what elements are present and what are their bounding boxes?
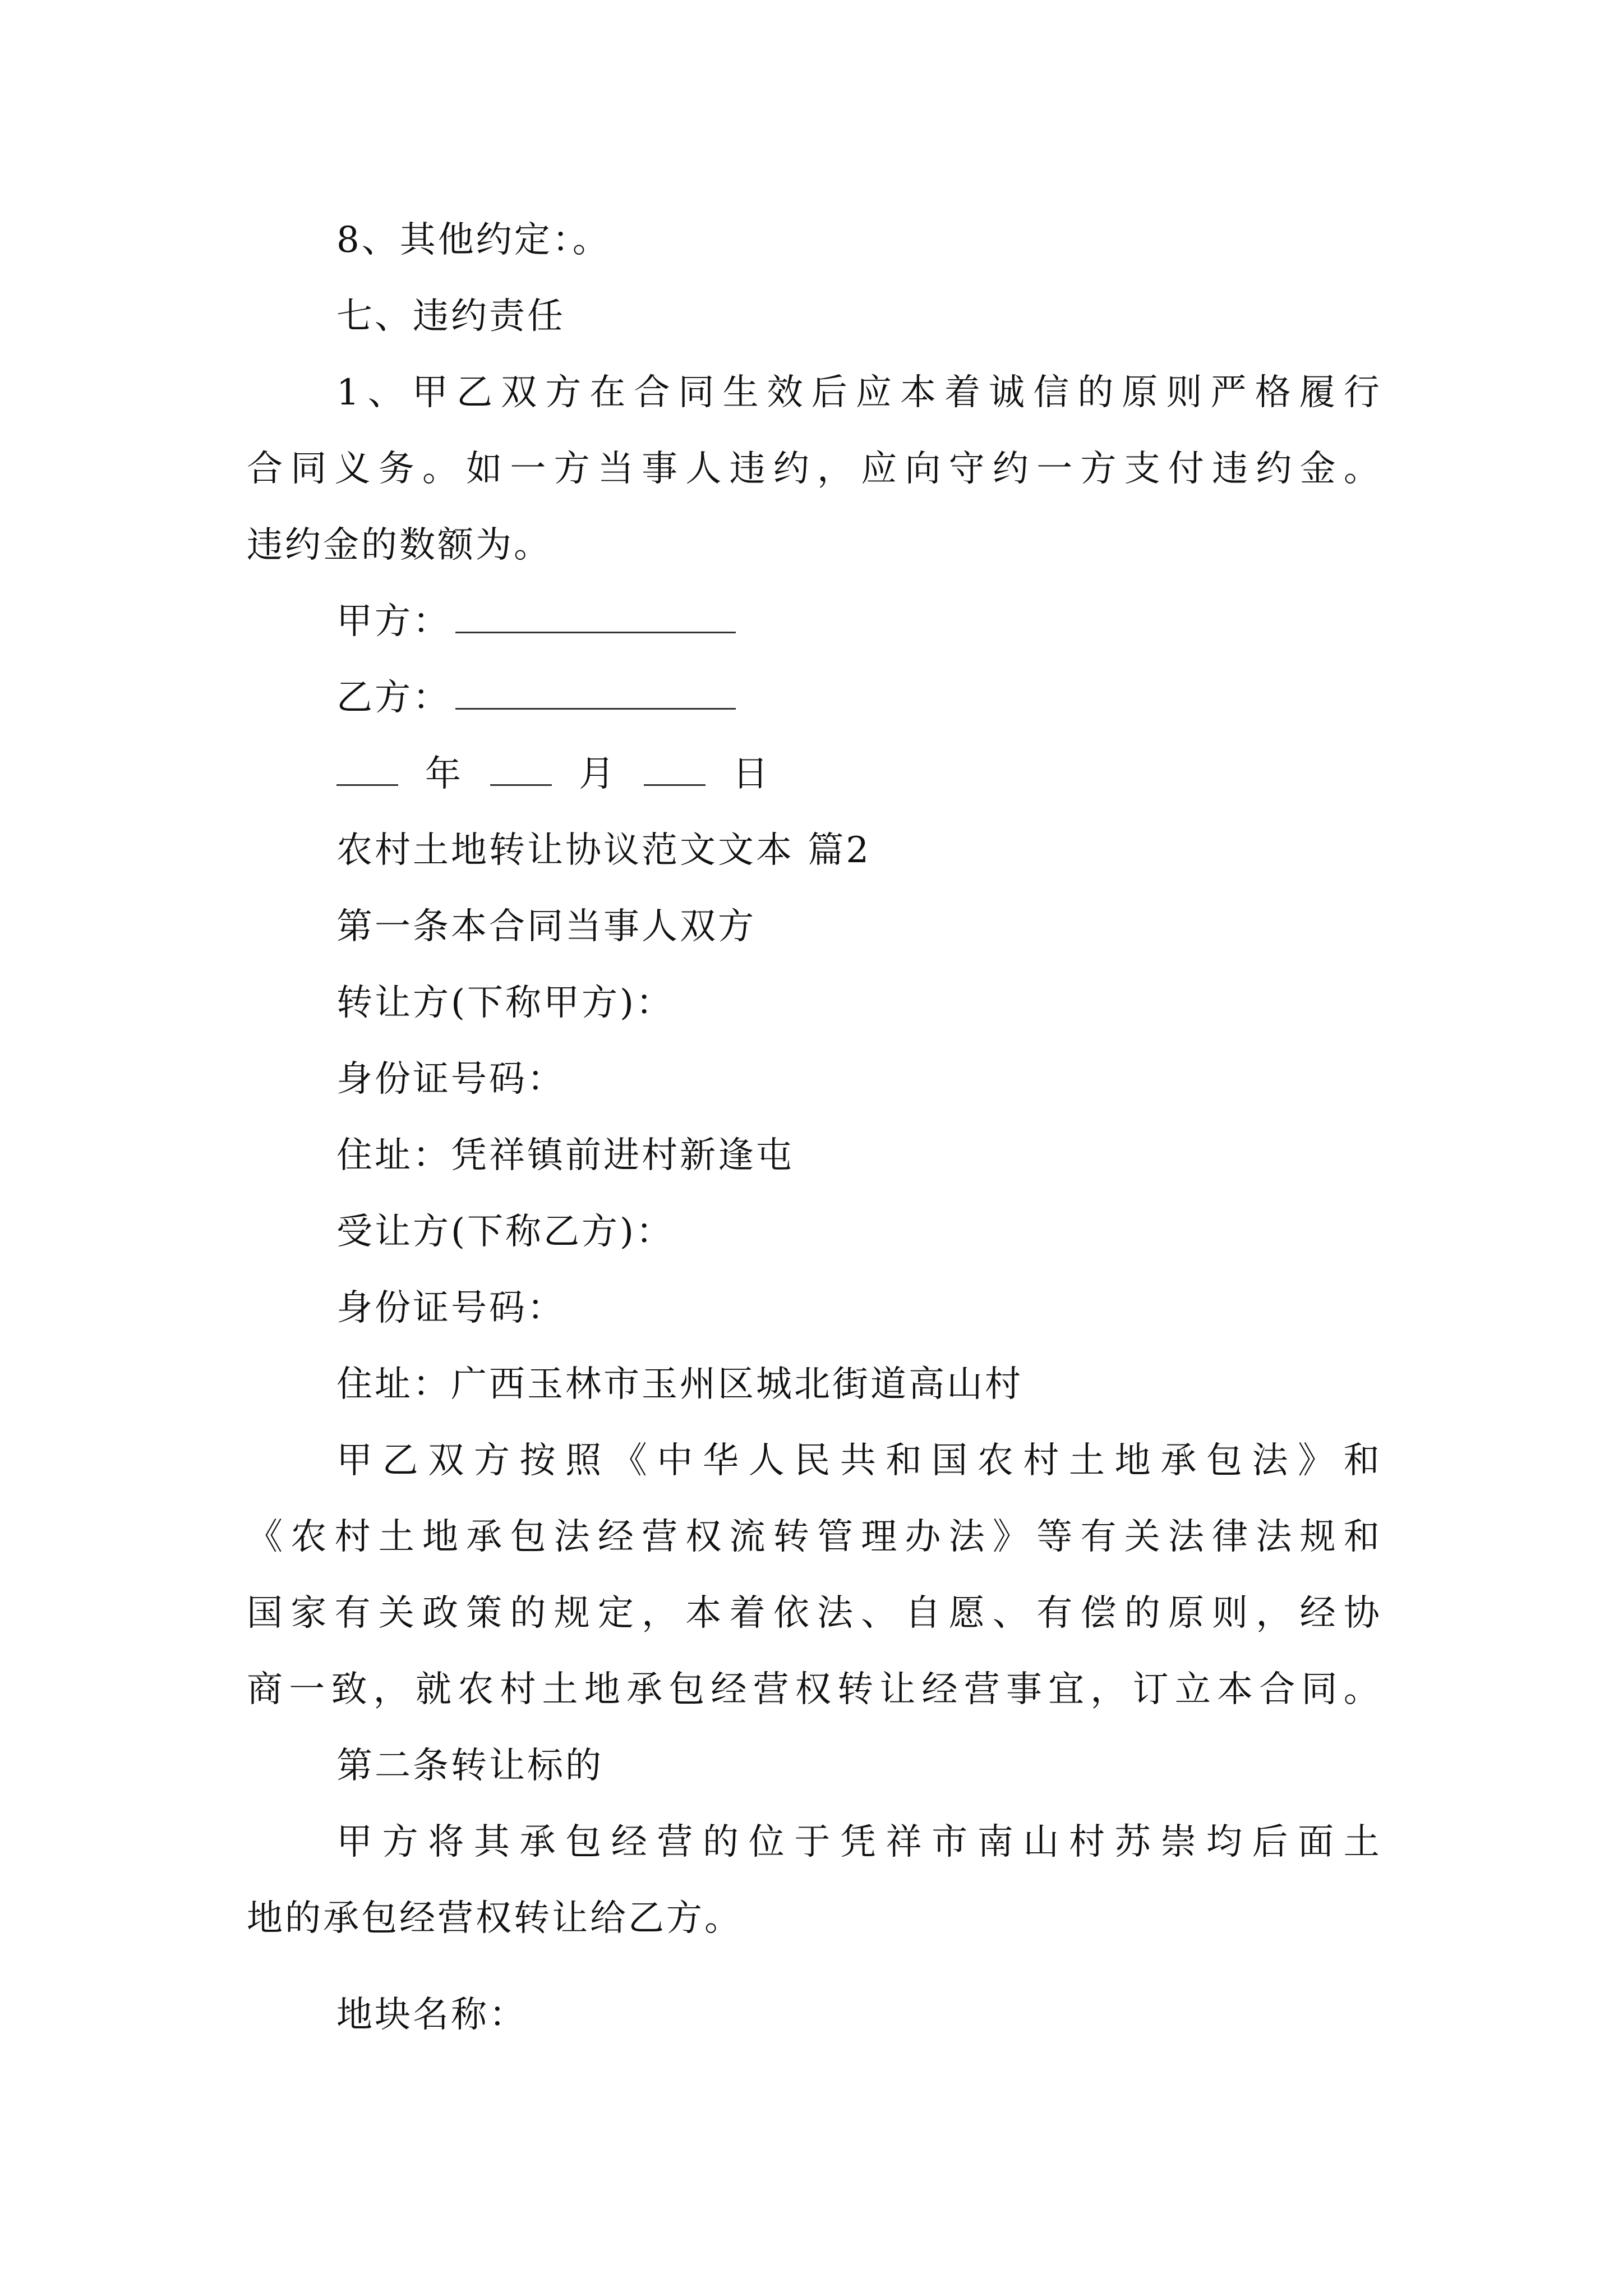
paragraph-line: 国 家 有 关 政 策 的 规 定 ， 本 着 依 法 、 自 愿 、 有 偿 的 原 则 ， 经 协 bbox=[247, 1593, 1380, 1634]
transferor-address: 住址：凭祥镇前进村新逢屯 bbox=[336, 1135, 794, 1176]
month-label: 月 bbox=[579, 753, 617, 795]
transferee-address: 住址：广西玉林市玉州区城北街道高山村 bbox=[336, 1364, 1023, 1405]
party-a-blank bbox=[455, 605, 736, 633]
paragraph-line: 违约金的数额为。 bbox=[247, 524, 552, 566]
paragraph-line: 甲 乙 双 方 按 照 《 中 华 人 民 共 和 国 农 村 土 地 承 包 法 》 和 bbox=[336, 1440, 1380, 1481]
paragraph-line: 商 一 致 ， 就 农 村 土 地 承 包 经 营 权 转 让 经 营 事 宜 ， 订 立 本 合 同 。 bbox=[247, 1669, 1380, 1710]
id-number-label: 身份证号码： bbox=[336, 1059, 565, 1100]
date-line bbox=[336, 753, 771, 795]
month-blank bbox=[490, 757, 552, 786]
paragraph-line: 甲 方 将 其 承 包 经 营 的 位 于 凭 祥 市 南 山 村 苏 崇 均 后 面 土 bbox=[336, 1821, 1380, 1863]
party-b-label: 乙方： bbox=[336, 677, 451, 719]
transferee-label: 受让方(下称乙方)： bbox=[336, 1211, 674, 1253]
party-a-label: 甲方： bbox=[336, 601, 451, 642]
day-label: 日 bbox=[732, 753, 771, 795]
party-a-signature-line bbox=[336, 601, 736, 642]
year-label: 年 bbox=[425, 753, 463, 795]
day-blank bbox=[644, 757, 706, 786]
transferor-label: 转让方(下称甲方)： bbox=[336, 982, 674, 1024]
clause-8-other: 8、其他约定：。 bbox=[336, 219, 611, 261]
article-1-heading: 第一条本合同当事人双方 bbox=[336, 906, 756, 947]
paragraph-line: 《 农 村 土 地 承 包 法 经 营 权 流 转 管 理 办 法 》 等 有 关 法 律 法 规 和 bbox=[247, 1516, 1380, 1558]
plot-name-label: 地块名称： bbox=[336, 1994, 527, 2036]
article-2-heading: 第二条转让标的 bbox=[336, 1745, 603, 1787]
year-blank bbox=[336, 757, 398, 786]
section-7-heading: 七、违约责任 bbox=[336, 296, 565, 337]
paragraph-line: 地的承包经营权转让给乙方。 bbox=[247, 1898, 743, 1939]
id-number-label: 身份证号码： bbox=[336, 1287, 565, 1329]
party-b-signature-line bbox=[336, 677, 736, 719]
paragraph-line: 合 同 义 务 。 如 一 方 当 事 人 违 约 ， 应 向 守 约 一 方 支 付 违 约 金 。 bbox=[247, 448, 1380, 490]
paragraph-line: 1 、 甲 乙 双 方 在 合 同 生 效 后 应 本 着 诚 信 的 原 则 严 格 履 行 bbox=[336, 372, 1380, 413]
section-title: 农村土地转让协议范文文本 篇2 bbox=[336, 830, 872, 871]
party-b-blank bbox=[455, 681, 736, 710]
